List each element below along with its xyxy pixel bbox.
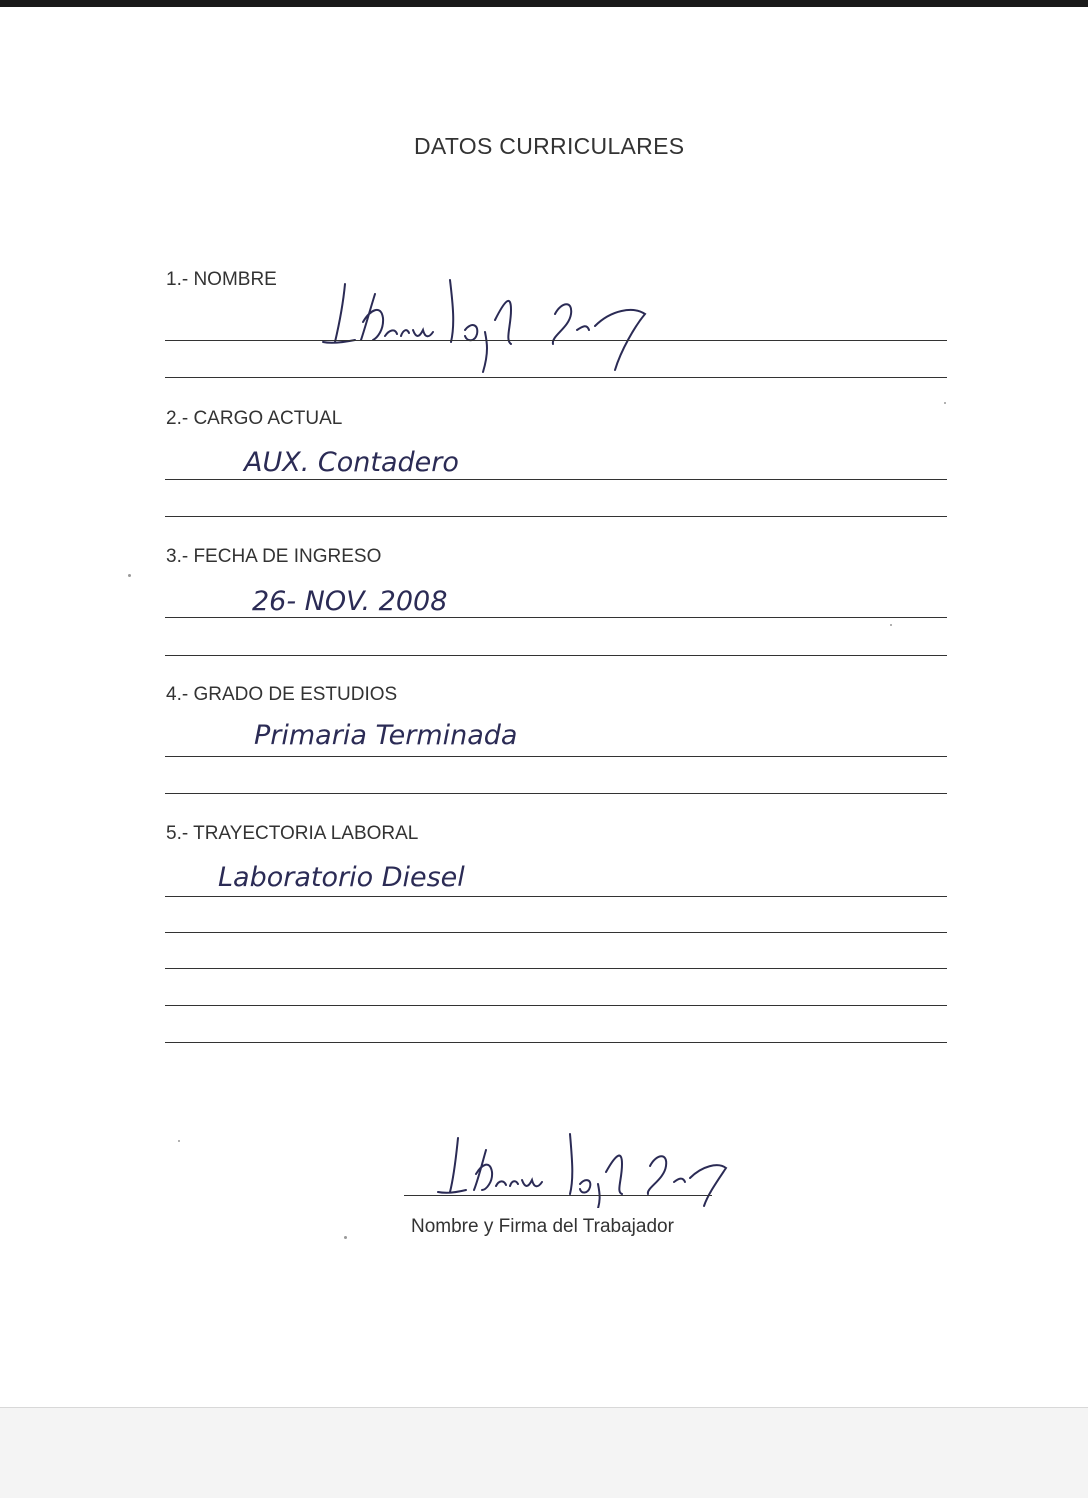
scan-speck (128, 574, 131, 577)
fecha-line-1 (165, 617, 947, 618)
scan-speck (944, 402, 946, 404)
scan-speck (344, 1236, 347, 1239)
trayectoria-line-1 (165, 896, 947, 897)
cargo-line-1 (165, 479, 947, 480)
handwritten-fecha-ingreso: 26- NOV. 2008 (252, 586, 448, 617)
handwritten-signature (430, 1128, 730, 1208)
field-label-fecha-ingreso: 3.- FECHA DE INGRESO (166, 546, 382, 567)
handwritten-trayectoria-laboral: Laboratorio Diesel (218, 862, 465, 893)
scan-speck (890, 624, 892, 626)
field-label-nombre: 1.- NOMBRE (166, 269, 277, 290)
trayectoria-line-5 (165, 1042, 947, 1043)
nombre-line-2 (165, 377, 947, 378)
signature-line (404, 1195, 712, 1196)
fecha-line-2 (165, 655, 947, 656)
field-label-cargo-actual: 2.- CARGO ACTUAL (166, 408, 343, 429)
form-title: DATOS CURRICULARES (414, 133, 685, 159)
nombre-line-1 (165, 340, 947, 341)
handwritten-signature-name (315, 270, 655, 380)
scan-speck (178, 1140, 180, 1142)
trayectoria-line-3 (165, 968, 947, 969)
field-label-grado-estudios: 4.- GRADO DE ESTUDIOS (166, 684, 398, 705)
scan-bottom-band (0, 1407, 1088, 1498)
signature-caption: Nombre y Firma del Trabajador (411, 1216, 674, 1237)
field-label-trayectoria-laboral: 5.- TRAYECTORIA LABORAL (166, 823, 419, 844)
grado-line-1 (165, 756, 947, 757)
cargo-line-2 (165, 516, 947, 517)
trayectoria-line-4 (165, 1005, 947, 1006)
handwritten-grado-estudios: Primaria Terminada (254, 720, 518, 751)
grado-line-2 (165, 793, 947, 794)
trayectoria-line-2 (165, 932, 947, 933)
handwritten-cargo-actual: AUX. Contadero (244, 447, 459, 478)
scan-top-edge (0, 0, 1088, 7)
